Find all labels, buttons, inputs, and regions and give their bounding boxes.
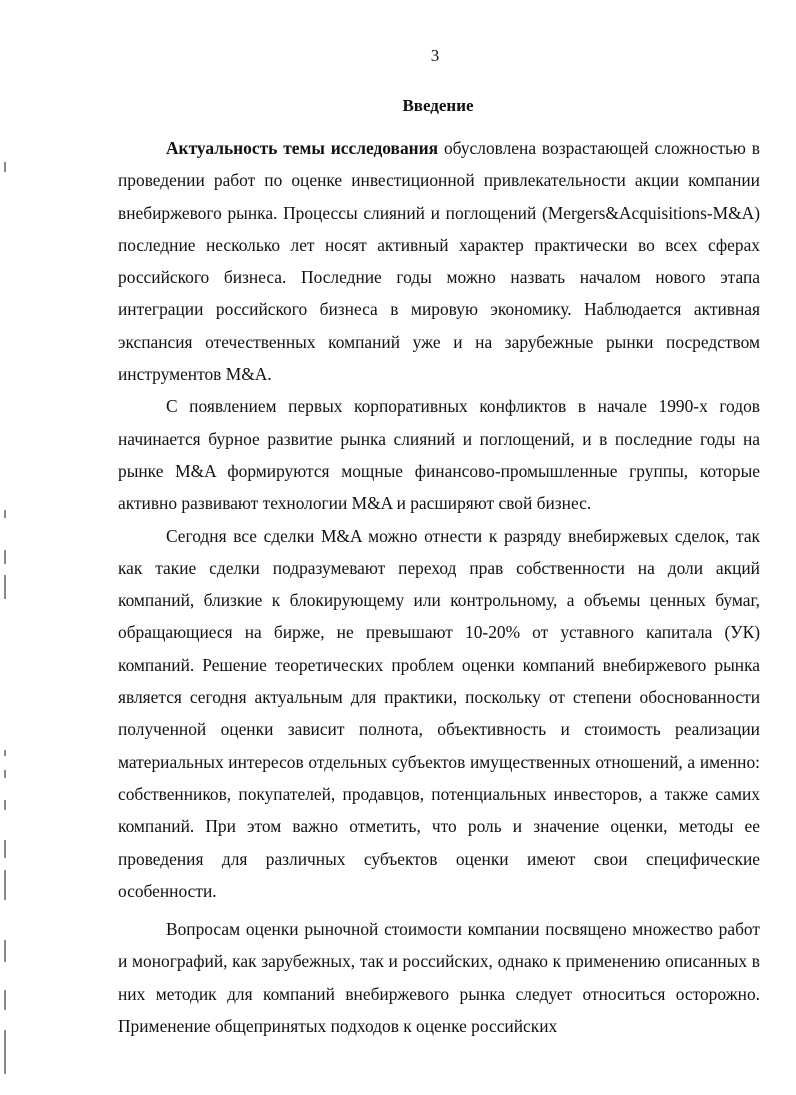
- scan-margin-artifacts: [4, 150, 16, 1090]
- scan-mark: [4, 162, 6, 172]
- scan-mark: [4, 940, 6, 962]
- paragraph-valuation-methods: Вопросам оценки рыночной стоимости компании посвящено множество работ и монографий, как зарубежных, так и российских, однако к применению описанных в них методик для компаний внебиржевого рынка следует относиться осторожно. Применение общепринятых подходов к оценке российских: [118, 919, 760, 1037]
- page-number: 3: [430, 46, 440, 65]
- section-heading: Введение: [402, 96, 474, 115]
- relevance-text: обусловлена возрастающей сложностью в проведении работ по оценке инвестиционной привлекательности акции компании внебиржевого рынка. Процессы слияний и поглощений (Mergers&Acquisitions-M&A) последние несколько лет носят активный характер практически во всех сферах российского бизнеса. Последние годы можно назвать началом нового этапа интеграции российского бизнеса в мировую экономику. Наблюдается активная экспансия отечественных компаний уже и на зарубежные рынки посредством инструментов M&A.: [118, 138, 760, 385]
- scan-mark: [4, 990, 6, 1010]
- scan-mark: [4, 800, 6, 810]
- scan-mark: [4, 510, 6, 518]
- scan-mark: [4, 575, 6, 599]
- paragraph-relevance: [118, 132, 760, 390]
- scan-mark: [4, 550, 6, 564]
- paragraph-otc-deals: Сегодня все сделки M&A можно отнести к разряду внебиржевых сделок, так как такие сделки подразумевают переход прав собственности на доли акций компаний, близкие к блокирующему или контрольному, а объемы ценных бумаг, обращающиеся на бирже, не превышают 10-20% от уставного капитала (УК) компаний. Решение теоретических проблем оценки компаний внебиржевого рынка является сегодня актуальным для практики, поскольку от степени обоснованности полученной оценки зависит полнота, объективность и стоимость реализации материальных интересов отдельных субъектов имущественных отношений, а именно: собственников, покупателей, продавцов, потенциальных инвесторов, а также самих компаний. При этом важно отметить, что роль и значение оценки, методы ее проведения для различных субъектов оценки имеют свои специфические особенности.: [118, 525, 760, 901]
- scan-mark: [4, 1030, 6, 1074]
- relevance-lead: Актуальность темы исследования: [166, 138, 439, 158]
- scan-mark: [4, 870, 6, 900]
- scan-mark: [4, 770, 6, 778]
- scan-mark: [4, 750, 6, 756]
- scan-mark: [4, 840, 6, 858]
- paragraph-history: С появлением первых корпоративных конфликтов в начале 1990-х годов начинается бурное развитие рынка слияний и поглощений, и в последние годы на рынке M&A формируются мощные финансово-промышленные группы, которые активно развивают технологии M&A и расширяют свой бизнес.: [118, 396, 760, 514]
- body-text: [118, 132, 760, 1042]
